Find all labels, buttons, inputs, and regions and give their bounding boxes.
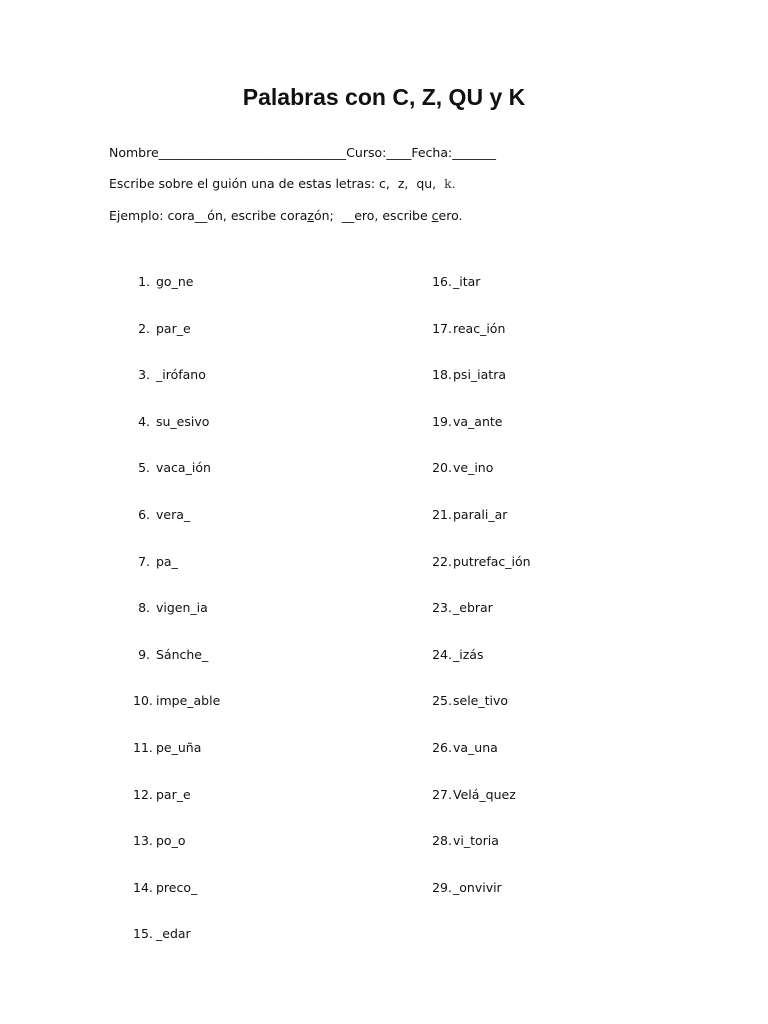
exercise-item xyxy=(430,833,499,848)
example-line xyxy=(109,208,463,223)
item-word: sele_tivo xyxy=(453,693,509,709)
exercise-item xyxy=(430,554,531,569)
item-word: preco_ xyxy=(156,879,198,895)
exercise-item xyxy=(133,880,197,895)
item-word: reac_ión xyxy=(453,320,506,336)
exercise-item xyxy=(430,740,498,755)
exercise-item xyxy=(133,600,208,615)
exercise-item xyxy=(133,740,201,755)
exercise-item xyxy=(430,880,502,895)
instructions-line xyxy=(109,176,456,191)
exercise-item xyxy=(430,274,480,289)
item-word: _irófano xyxy=(156,367,206,383)
item-number: 13. xyxy=(133,833,153,849)
exercise-item xyxy=(430,367,506,382)
item-word: su_esivo xyxy=(156,413,210,429)
letter-qu: qu, xyxy=(416,176,437,191)
exercise-item xyxy=(430,787,516,802)
page-title: Palabras con C, Z, QU y K xyxy=(242,84,526,110)
item-word: va_una xyxy=(453,740,498,755)
item-word: _itar xyxy=(453,274,481,289)
item-number: 25. xyxy=(432,693,452,709)
item-number: 18. xyxy=(432,367,452,383)
exercise-item xyxy=(133,367,206,382)
example-part-c: ero. xyxy=(438,208,463,223)
item-number: 23. xyxy=(432,600,452,616)
exercise-item xyxy=(430,507,507,522)
exercise-item xyxy=(133,554,178,569)
item-word: pe_uña xyxy=(156,740,202,755)
item-word: parali_ar xyxy=(453,507,508,522)
item-word: _ebrar xyxy=(453,600,493,616)
item-word: po_o xyxy=(156,833,186,849)
example-part-b: ón; __ero, escribe xyxy=(313,208,432,223)
item-word: putrefac_ión xyxy=(453,553,531,569)
instructions-text: Escribe sobre el guión una de estas letras: xyxy=(109,176,380,191)
item-word: va_ante xyxy=(453,413,503,429)
item-number: 19. xyxy=(432,413,452,429)
example-part-a: Ejemplo: cora__ón, escribe cora xyxy=(109,208,308,223)
exercise-item xyxy=(430,693,508,708)
item-word: _onvivir xyxy=(453,879,502,895)
item-number: 6. xyxy=(138,507,150,522)
exercise-item xyxy=(133,647,208,662)
exercise-item xyxy=(430,321,505,336)
exercise-item xyxy=(133,693,220,708)
item-word: _izás xyxy=(453,646,484,662)
item-number: 7. xyxy=(138,553,150,569)
item-number: 15. xyxy=(133,926,153,942)
item-number: 17. xyxy=(432,320,452,336)
item-word: ve_ino xyxy=(453,460,494,476)
item-number: 5. xyxy=(138,460,150,476)
item-number: 14. xyxy=(133,879,153,895)
item-number: 1. xyxy=(138,274,150,289)
exercise-item xyxy=(430,414,502,429)
item-number: 3. xyxy=(138,367,150,383)
exercise-item xyxy=(133,460,211,475)
item-word: par_e xyxy=(156,320,191,336)
item-word: impe_able xyxy=(156,693,221,709)
item-number: 28. xyxy=(432,833,452,849)
exercise-item xyxy=(133,833,185,848)
exercise-item xyxy=(133,321,191,336)
letter-c: c, xyxy=(379,176,390,191)
item-number: 16. xyxy=(432,274,452,289)
example-underlined-z: z xyxy=(307,208,314,223)
item-number: 29. xyxy=(432,879,452,895)
item-number: 11. xyxy=(133,740,153,755)
item-word: Sánche_ xyxy=(156,646,209,662)
item-number: 8. xyxy=(138,600,150,616)
exercise-item xyxy=(133,414,209,429)
item-word: go_ne xyxy=(156,274,194,289)
item-number: 27. xyxy=(432,786,452,802)
exercise-item xyxy=(133,507,190,522)
item-number: 24. xyxy=(432,646,452,662)
item-word: vaca_ión xyxy=(156,460,211,476)
item-number: 2. xyxy=(138,320,150,336)
letter-k: k. xyxy=(444,176,456,191)
item-number: 10. xyxy=(133,693,153,709)
item-word: psi_iatra xyxy=(453,367,507,383)
item-word: _edar xyxy=(156,926,191,942)
item-word: par_e xyxy=(156,786,191,802)
exercise-item xyxy=(430,647,483,662)
student-info-line: Nombre______________________________Curso:____Fecha:_______ xyxy=(109,145,496,160)
item-number: 22. xyxy=(432,553,452,569)
item-number: 26. xyxy=(432,740,452,755)
item-word: Velá_quez xyxy=(453,786,516,802)
item-word: pa_ xyxy=(156,553,178,569)
letter-z: z, xyxy=(397,176,409,191)
item-word: vera_ xyxy=(156,507,191,522)
item-word: vi_toria xyxy=(453,833,499,849)
item-number: 21. xyxy=(432,507,452,522)
exercise-item xyxy=(133,274,193,289)
exercise-item xyxy=(430,600,493,615)
exercise-item xyxy=(430,460,493,475)
exercise-item xyxy=(133,926,191,941)
exercise-item xyxy=(133,787,191,802)
item-number: 12. xyxy=(133,786,153,802)
item-number: 4. xyxy=(138,413,150,429)
item-word: vigen_ia xyxy=(156,600,208,616)
item-number: 9. xyxy=(138,646,150,662)
item-number: 20. xyxy=(432,460,452,476)
example-underlined-c: c xyxy=(431,208,439,223)
